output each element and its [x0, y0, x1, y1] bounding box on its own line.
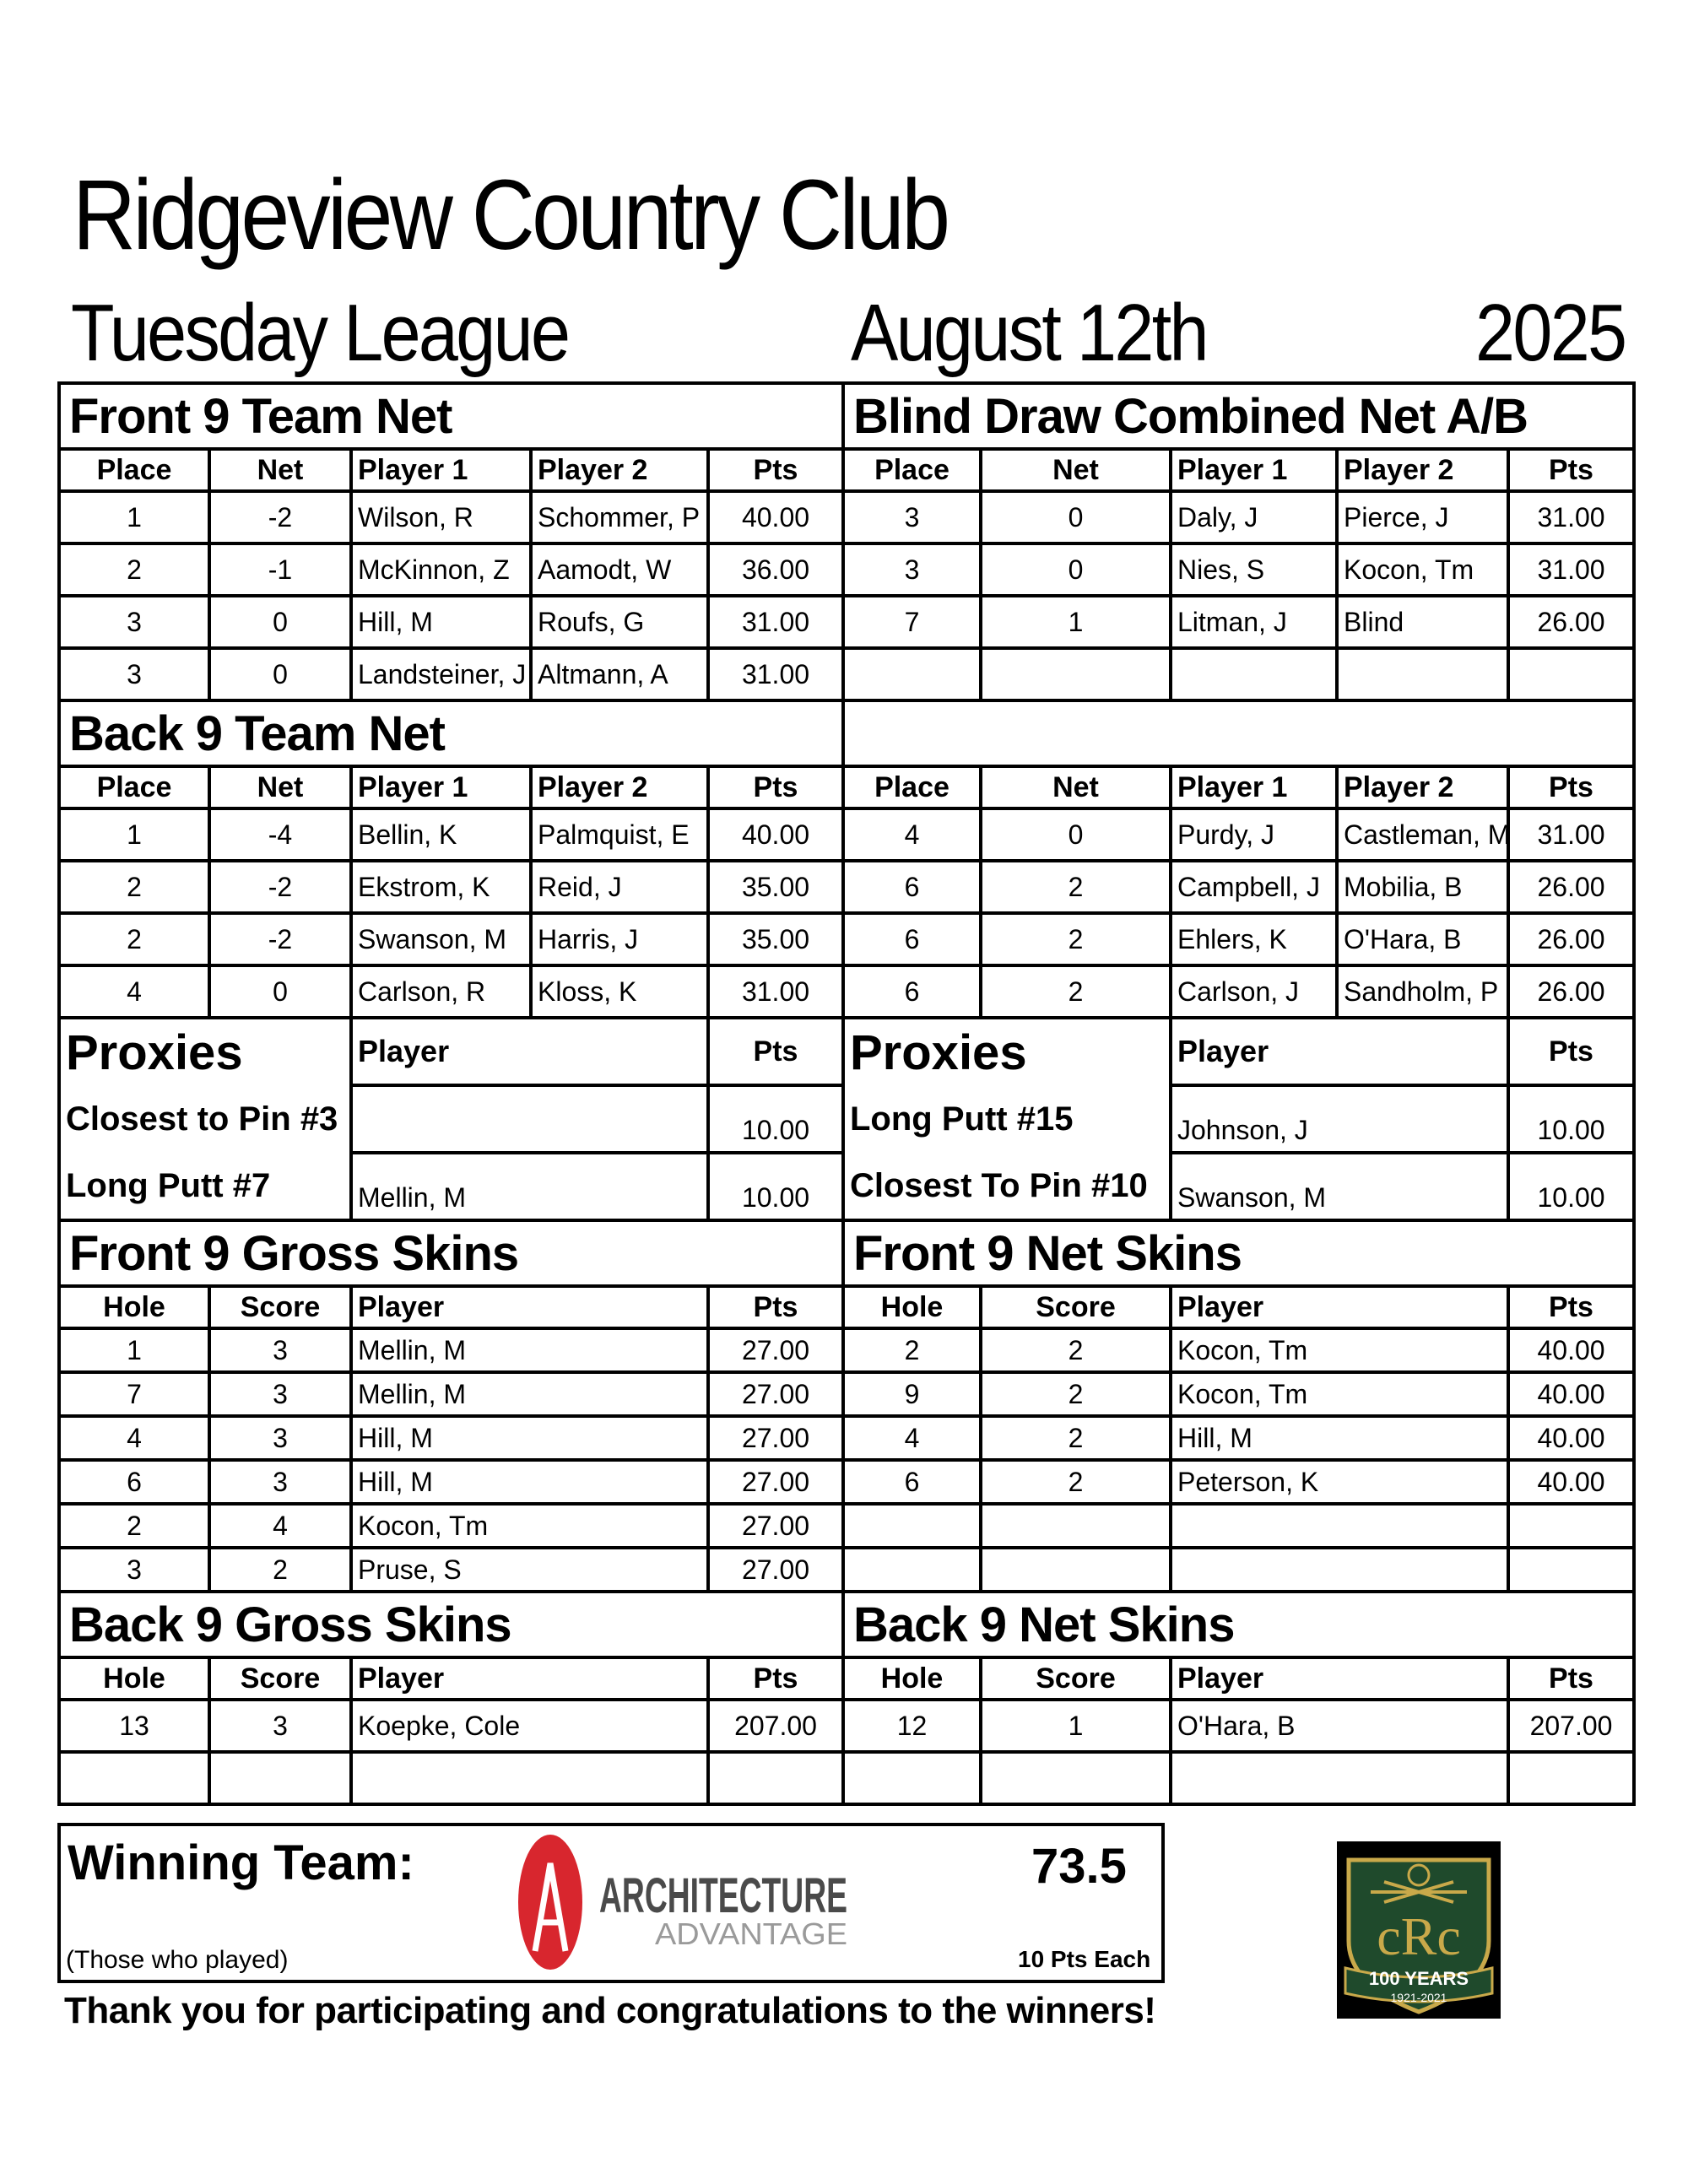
section-title-blind-draw: Blind Draw Combined Net A/B	[843, 383, 1634, 449]
cell-player: Peterson, K	[1171, 1460, 1508, 1504]
cell-player: Kocon, Tm	[351, 1504, 708, 1548]
cell-player: Mellin, M	[351, 1372, 708, 1416]
cell-player1: Landsteiner, J	[351, 648, 531, 700]
proxy-player: Johnson, J	[1171, 1085, 1508, 1153]
col-header-pts: Pts	[1508, 1286, 1634, 1328]
crest-letters: cRc	[1377, 1906, 1461, 1966]
table-row	[59, 913, 1634, 965]
col-header-pts: Pts	[1508, 766, 1634, 808]
col-header-player: Player	[351, 1018, 708, 1085]
col-header-player1: Player 1	[351, 766, 531, 808]
cell-pts: 40.00	[708, 808, 843, 861]
table-row	[59, 1752, 1634, 1804]
col-header-score: Score	[981, 1286, 1171, 1328]
cell-score: 2	[981, 1460, 1171, 1504]
table-row	[59, 1372, 1634, 1416]
col-header-net: Net	[981, 449, 1171, 491]
thanks-message: Thank you for participating and congratulations to the winners!	[64, 1990, 1156, 2031]
section-title-front9-gross: Front 9 Gross Skins	[59, 1220, 843, 1286]
crest-range: 1921-2021	[1390, 1991, 1447, 2004]
cell-player2: Blind	[1337, 596, 1508, 648]
col-header-player: Player	[1171, 1018, 1508, 1085]
cell-score: 2	[981, 1416, 1171, 1460]
logo-word-architecture: ARCHITECTURE	[599, 1868, 847, 1923]
proxy-label: Long Putt #15	[843, 1085, 1171, 1153]
proxy-pts: 10.00	[708, 1085, 843, 1153]
cell-hole: 4	[59, 1416, 209, 1460]
cell-player1: McKinnon, Z	[351, 543, 531, 596]
cell-hole	[843, 1504, 981, 1548]
cell-player2: O'Hara, B	[1337, 913, 1508, 965]
cell-player2: Kloss, K	[531, 965, 708, 1018]
cell-player1	[1171, 648, 1337, 700]
col-header-score: Score	[209, 1657, 351, 1700]
col-header-pts: Pts	[708, 1657, 843, 1700]
table-row	[59, 596, 1634, 648]
cell-pts: 26.00	[1508, 913, 1634, 965]
cell-player2: Aamodt, W	[531, 543, 708, 596]
cell-net: 0	[981, 491, 1171, 543]
cell-player1: Hill, M	[351, 596, 531, 648]
cell-hole: 6	[843, 1460, 981, 1504]
cell-pts: 31.00	[1508, 491, 1634, 543]
cell-place: 6	[843, 965, 981, 1018]
cell-pts: 27.00	[708, 1372, 843, 1416]
proxies-title-left: Proxies	[59, 1018, 351, 1085]
table-row	[59, 1328, 1634, 1372]
cell-pts	[708, 1752, 843, 1804]
cell-net: -2	[209, 861, 351, 913]
those-played-note: (Those who played)	[66, 1946, 289, 1974]
cell-net: -2	[209, 913, 351, 965]
cell-hole: 9	[843, 1372, 981, 1416]
cell-hole: 2	[59, 1504, 209, 1548]
winning-score: 73.5	[1031, 1839, 1127, 1894]
cell-player2: Pierce, J	[1337, 491, 1508, 543]
col-header-place: Place	[843, 449, 981, 491]
section-title-front9-team-net: Front 9 Team Net	[59, 383, 843, 449]
cell-pts: 27.00	[708, 1416, 843, 1460]
col-header-pts: Pts	[1508, 449, 1634, 491]
pts-each-note: 10 Pts Each	[1018, 1946, 1151, 1972]
cell-player: Hill, M	[1171, 1416, 1508, 1460]
cell-hole: 3	[59, 1548, 209, 1592]
col-header-player: Player	[1171, 1286, 1508, 1328]
col-header-net: Net	[981, 766, 1171, 808]
cell-net: 1	[981, 596, 1171, 648]
cell-player: Mellin, M	[351, 1328, 708, 1372]
cell-hole	[59, 1752, 209, 1804]
table-row	[59, 965, 1634, 1018]
cell-place: 6	[843, 861, 981, 913]
crc-crest-logo	[1337, 1841, 1501, 2019]
architecture-advantage-logo	[517, 1835, 854, 1975]
table-row	[59, 1700, 1634, 1752]
table-row	[59, 861, 1634, 913]
proxy-player: Mellin, M	[351, 1153, 708, 1220]
table-row	[59, 1220, 1634, 1286]
cell-player1: Carlson, R	[351, 965, 531, 1018]
cell-place	[843, 648, 981, 700]
cell-pts: 40.00	[1508, 1416, 1634, 1460]
col-header-pts: Pts	[708, 1286, 843, 1328]
col-header-hole: Hole	[59, 1657, 209, 1700]
cell-hole	[843, 1752, 981, 1804]
cell-pts: 36.00	[708, 543, 843, 596]
table-row	[59, 543, 1634, 596]
col-header-place: Place	[843, 766, 981, 808]
proxy-pts: 10.00	[708, 1153, 843, 1220]
table-row	[59, 1085, 1634, 1153]
cell-score	[981, 1548, 1171, 1592]
cell-place: 3	[59, 596, 209, 648]
event-year: 2025	[1475, 288, 1626, 378]
cell-player: Hill, M	[351, 1416, 708, 1460]
table-row	[59, 648, 1634, 700]
proxy-player: Swanson, M	[1171, 1153, 1508, 1220]
cell-player1: Purdy, J	[1171, 808, 1337, 861]
cell-pts: 40.00	[1508, 1372, 1634, 1416]
col-header-net: Net	[209, 449, 351, 491]
cell-hole: 2	[843, 1328, 981, 1372]
cell-place: 2	[59, 543, 209, 596]
cell-player	[1171, 1752, 1508, 1804]
cell-score: 4	[209, 1504, 351, 1548]
cell-pts: 207.00	[708, 1700, 843, 1752]
cell-player2: Palmquist, E	[531, 808, 708, 861]
cell-pts: 31.00	[708, 648, 843, 700]
cell-score: 2	[981, 1372, 1171, 1416]
cell-player2: Harris, J	[531, 913, 708, 965]
logo-word-advantage: ADVANTAGE	[655, 1916, 847, 1951]
col-header-pts: Pts	[708, 449, 843, 491]
cell-score	[981, 1504, 1171, 1548]
cell-pts: 31.00	[708, 965, 843, 1018]
col-header-pts: Pts	[1508, 1018, 1634, 1085]
cell-pts: 26.00	[1508, 596, 1634, 648]
col-header-player2: Player 2	[531, 766, 708, 808]
cell-place: 1	[59, 808, 209, 861]
cell-score: 3	[209, 1460, 351, 1504]
cell-hole: 12	[843, 1700, 981, 1752]
table-row	[59, 383, 1634, 449]
cell-player: Kocon, Tm	[1171, 1328, 1508, 1372]
cell-net: -2	[209, 491, 351, 543]
league-name: Tuesday League	[71, 288, 569, 378]
cell-pts: 31.00	[1508, 543, 1634, 596]
results-table	[57, 381, 1636, 1806]
cell-pts	[1508, 648, 1634, 700]
cell-net: -4	[209, 808, 351, 861]
col-header-player2: Player 2	[1337, 766, 1508, 808]
table-row	[59, 808, 1634, 861]
proxy-label: Closest to Pin #3	[59, 1085, 351, 1153]
cell-pts: 27.00	[708, 1460, 843, 1504]
col-header-place: Place	[59, 766, 209, 808]
section-title-back9-team-net: Back 9 Team Net	[59, 700, 843, 766]
cell-pts	[1508, 1752, 1634, 1804]
cell-player2: Castleman, M	[1337, 808, 1508, 861]
section-title-back9-gross: Back 9 Gross Skins	[59, 1592, 843, 1657]
cell-hole: 13	[59, 1700, 209, 1752]
cell-player1: Daly, J	[1171, 491, 1337, 543]
cell-player1: Swanson, M	[351, 913, 531, 965]
col-header-pts: Pts	[1508, 1657, 1634, 1700]
section-title-back9-net: Back 9 Net Skins	[843, 1592, 1634, 1657]
cell-net: 2	[981, 965, 1171, 1018]
col-header-hole: Hole	[843, 1657, 981, 1700]
col-header-player2: Player 2	[1337, 449, 1508, 491]
col-header-player1: Player 1	[1171, 766, 1337, 808]
proxy-label: Long Putt #7	[59, 1153, 351, 1220]
proxy-pts: 10.00	[1508, 1153, 1634, 1220]
cell-place: 6	[843, 913, 981, 965]
col-header-net: Net	[209, 766, 351, 808]
cell-net: 2	[981, 913, 1171, 965]
winning-team-box	[57, 1823, 1165, 1983]
table-row	[59, 1286, 1634, 1328]
cell-pts	[1508, 1504, 1634, 1548]
cell-pts: 40.00	[708, 491, 843, 543]
cell-place: 1	[59, 491, 209, 543]
event-date: August 12th	[851, 288, 1207, 378]
table-row	[59, 1592, 1634, 1657]
cell-place: 2	[59, 861, 209, 913]
cell-place: 7	[843, 596, 981, 648]
cell-player1: Ekstrom, K	[351, 861, 531, 913]
cell-player: Koepke, Cole	[351, 1700, 708, 1752]
cell-hole: 7	[59, 1372, 209, 1416]
table-row	[59, 1504, 1634, 1548]
cell-place: 3	[843, 491, 981, 543]
proxy-label: Closest To Pin #10	[843, 1153, 1171, 1220]
cell-player2: Mobilia, B	[1337, 861, 1508, 913]
cell-pts: 26.00	[1508, 965, 1634, 1018]
cell-net: 0	[209, 965, 351, 1018]
col-header-hole: Hole	[59, 1286, 209, 1328]
cell-player1: Nies, S	[1171, 543, 1337, 596]
table-row	[59, 1018, 1634, 1085]
cell-pts: 31.00	[1508, 808, 1634, 861]
col-header-score: Score	[981, 1657, 1171, 1700]
cell-hole: 4	[843, 1416, 981, 1460]
cell-player	[351, 1752, 708, 1804]
cell-player1: Ehlers, K	[1171, 913, 1337, 965]
cell-player: Kocon, Tm	[1171, 1372, 1508, 1416]
cell-hole: 6	[59, 1460, 209, 1504]
col-header-player: Player	[351, 1657, 708, 1700]
col-header-player: Player	[351, 1286, 708, 1328]
cell-net	[981, 648, 1171, 700]
cell-player	[1171, 1504, 1508, 1548]
cell-player: Pruse, S	[351, 1548, 708, 1592]
cell-pts: 207.00	[1508, 1700, 1634, 1752]
cell-place: 2	[59, 913, 209, 965]
cell-pts: 27.00	[708, 1328, 843, 1372]
cell-score	[981, 1752, 1171, 1804]
cell-hole	[843, 1548, 981, 1592]
cell-net: 0	[981, 808, 1171, 861]
cell-net: 0	[209, 596, 351, 648]
cell-player2: Reid, J	[531, 861, 708, 913]
table-row	[59, 766, 1634, 808]
proxy-pts: 10.00	[1508, 1085, 1634, 1153]
cell-player2: Sandholm, P	[1337, 965, 1508, 1018]
cell-player1: Wilson, R	[351, 491, 531, 543]
col-header-player1: Player 1	[351, 449, 531, 491]
cell-pts: 35.00	[708, 861, 843, 913]
winning-team-label: Winning Team:	[68, 1835, 414, 1890]
cell-score: 1	[981, 1700, 1171, 1752]
cell-player	[1171, 1548, 1508, 1592]
col-header-place: Place	[59, 449, 209, 491]
cell-place: 4	[59, 965, 209, 1018]
col-header-player2: Player 2	[531, 449, 708, 491]
cell-hole: 1	[59, 1328, 209, 1372]
cell-score: 3	[209, 1328, 351, 1372]
cell-score: 3	[209, 1372, 351, 1416]
cell-pts: 27.00	[708, 1548, 843, 1592]
cell-player: Hill, M	[351, 1460, 708, 1504]
cell-pts	[1508, 1548, 1634, 1592]
club-title: Ridgeview Country Club	[73, 159, 948, 271]
cell-player1: Bellin, K	[351, 808, 531, 861]
cell-score: 2	[981, 1328, 1171, 1372]
cell-net: 2	[981, 861, 1171, 913]
cell-score	[209, 1752, 351, 1804]
cell-pts: 27.00	[708, 1504, 843, 1548]
cell-place: 4	[843, 808, 981, 861]
cell-score: 3	[209, 1700, 351, 1752]
cell-score: 2	[209, 1548, 351, 1592]
col-header-hole: Hole	[843, 1286, 981, 1328]
cell-place: 3	[843, 543, 981, 596]
cell-score: 3	[209, 1416, 351, 1460]
table-row	[59, 1460, 1634, 1504]
col-header-player: Player	[1171, 1657, 1508, 1700]
cell-pts: 26.00	[1508, 861, 1634, 913]
cell-place: 3	[59, 648, 209, 700]
cell-pts: 40.00	[1508, 1460, 1634, 1504]
section-title-front9-net: Front 9 Net Skins	[843, 1220, 1634, 1286]
section-title-blank	[843, 700, 1634, 766]
table-row	[59, 1657, 1634, 1700]
cell-net: 0	[981, 543, 1171, 596]
cell-net: -1	[209, 543, 351, 596]
col-header-player1: Player 1	[1171, 449, 1337, 491]
cell-player: O'Hara, B	[1171, 1700, 1508, 1752]
proxy-player	[351, 1085, 708, 1153]
cell-player2: Schommer, P	[531, 491, 708, 543]
cell-player2: Altmann, A	[531, 648, 708, 700]
cell-player2	[1337, 648, 1508, 700]
cell-player1: Carlson, J	[1171, 965, 1337, 1018]
table-row	[59, 491, 1634, 543]
col-header-pts: Pts	[708, 766, 843, 808]
cell-net: 0	[209, 648, 351, 700]
cell-player1: Campbell, J	[1171, 861, 1337, 913]
table-row	[59, 449, 1634, 491]
col-header-score: Score	[209, 1286, 351, 1328]
cell-pts: 35.00	[708, 913, 843, 965]
cell-pts: 40.00	[1508, 1328, 1634, 1372]
crest-years: 100 YEARS	[1368, 1968, 1469, 1989]
cell-player2: Kocon, Tm	[1337, 543, 1508, 596]
table-row	[59, 1153, 1634, 1220]
cell-player1: Litman, J	[1171, 596, 1337, 648]
table-row	[59, 700, 1634, 766]
proxies-title-right: Proxies	[843, 1018, 1171, 1085]
cell-player2: Roufs, G	[531, 596, 708, 648]
table-row	[59, 1548, 1634, 1592]
table-row	[59, 1416, 1634, 1460]
col-header-pts: Pts	[708, 1018, 843, 1085]
cell-pts: 31.00	[708, 596, 843, 648]
